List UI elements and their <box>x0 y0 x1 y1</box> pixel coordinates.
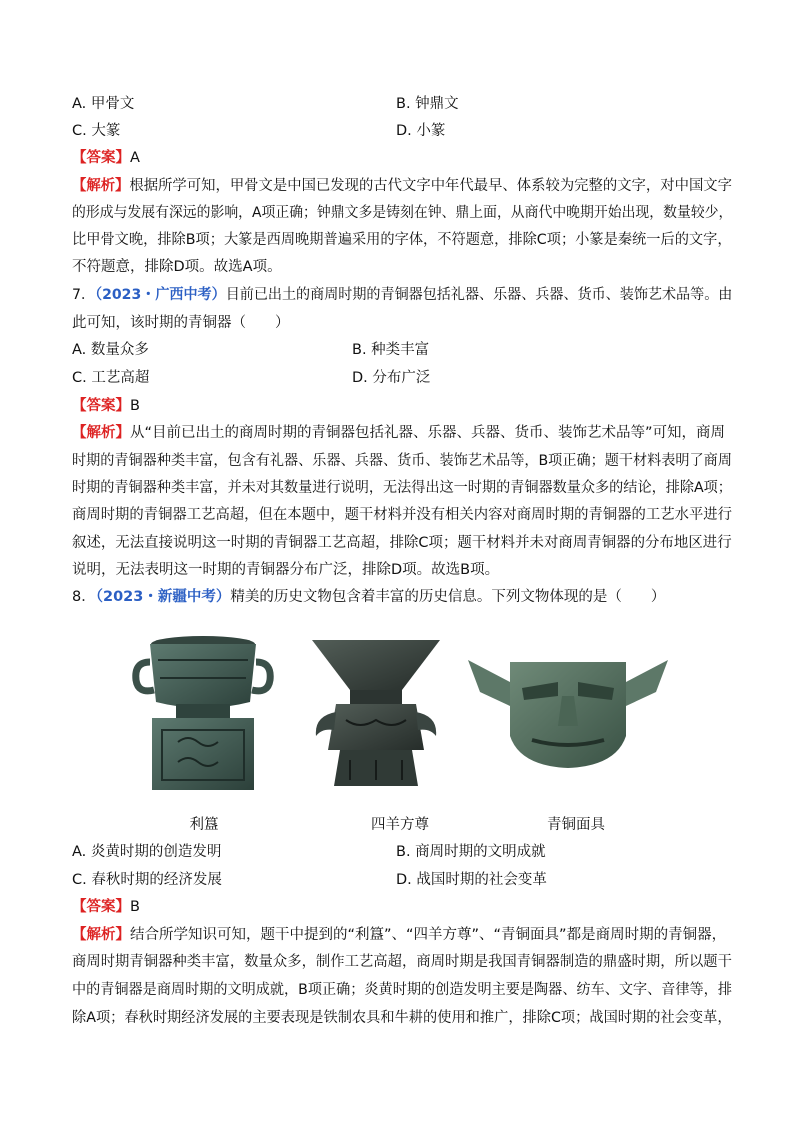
q6-analysis-line: 不符题意，排除D项。故选A项。 <box>72 259 282 275</box>
caption-bronze-mask: 青铜面具 <box>547 817 605 833</box>
q6-analysis-line: 比甲骨文晚，排除B项；大篆是西周晚期普遍采用的字体，不符题意，排除C项；小篆是秦统一后的文字， <box>72 232 732 248</box>
answer-tag: 【答案】 <box>72 899 130 915</box>
q8-stem <box>72 587 665 607</box>
q7-analysis-line <box>72 423 725 443</box>
q6-answer <box>72 148 140 168</box>
q8-analysis-line <box>72 925 726 945</box>
q7-option-b: B. 种类丰富 <box>352 342 430 358</box>
answer-tag: 【答案】 <box>72 150 130 166</box>
q8-option-d: D. 战国时期的社会变革 <box>396 872 547 888</box>
analysis-text: 从“目前已出土的商周时期的青铜器包括礼器、乐器、兵器、货币、装饰艺术品等”可知，商周 <box>130 425 726 441</box>
answer-tag: 【答案】 <box>72 398 130 414</box>
question-source: （2023・新疆中考） <box>95 589 231 605</box>
q6-option-b: B. 钟鼎文 <box>396 96 459 112</box>
question-stem: 精美的历史文物包含着丰富的历史信息。下列文物体现的是（ ） <box>230 589 666 605</box>
question-number: 7． <box>72 287 96 303</box>
answer-value: B <box>130 398 140 414</box>
q8-analysis-line: 商周时期青铜器种类丰富，数量众多，制作工艺高超，商周时期是我国青铜器制造的鼎盛时期，所以题干 <box>72 954 732 970</box>
q7-analysis-line: 说明，无法表明这一时期的青铜器分布广泛，排除D项。故选B项。 <box>72 562 500 578</box>
question-stem: 目前已出土的商周时期的青铜器包括礼器、乐器、兵器、货币、装饰艺术品等。由 <box>225 287 733 303</box>
q8-analysis-line: 中的青铜器是商周时期的文明成就，B项正确；炎黄时期的创造发明主要是陶器、纺车、文字、音律等，排 <box>72 982 732 998</box>
q6-analysis-line: 的形成与发展有深远的影响，A项正确；钟鼎文多是铸刻在钟、鼎上面，从商代中晚期开始出现，数量较少， <box>72 205 733 221</box>
li-gui-image <box>128 632 278 792</box>
q6-option-d: D. 小篆 <box>396 123 446 139</box>
q8-option-c: C. 春秋时期的经济发展 <box>72 872 222 888</box>
question-number: 8． <box>72 589 96 605</box>
q6-analysis-line <box>72 176 732 196</box>
q7-analysis-line: 时期的青铜器种类丰富，并未对其数量进行说明，无法得出这一时期的青铜器数量众多的结论，排除A项； <box>72 480 732 496</box>
analysis-text: 结合所学知识可知，题干中提到的“利簋”、“四羊方尊”、“青铜面具”都是商周时期的青铜器， <box>130 927 727 943</box>
q7-option-a: A. 数量众多 <box>72 342 149 358</box>
caption-four-ram-zun: 四羊方尊 <box>371 817 429 833</box>
q7-stem-cont: 此可知，该时期的青铜器（ ） <box>72 315 290 331</box>
answer-value: A <box>130 150 140 166</box>
analysis-tag: 【解析】 <box>72 178 130 194</box>
q6-option-a: A. 甲骨文 <box>72 96 135 112</box>
q8-answer <box>72 897 140 917</box>
q7-stem <box>72 285 732 305</box>
question-source: （2023・广西中考） <box>95 287 226 303</box>
analysis-tag: 【解析】 <box>72 927 130 943</box>
bronze-mask-image <box>466 652 670 772</box>
q8-analysis-line: 除A项；春秋时期经济发展的主要表现是铁制农具和牛耕的使用和推广，排除C项；战国时期的社会变革， <box>72 1010 732 1026</box>
q7-option-c: C. 工艺高超 <box>72 370 150 386</box>
q8-option-b: B. 商周时期的文明成就 <box>396 844 546 860</box>
four-ram-square-zun-image <box>306 632 446 792</box>
q8-option-a: A. 炎黄时期的创造发明 <box>72 844 222 860</box>
q6-option-c: C. 大篆 <box>72 123 121 139</box>
q7-analysis-line: 叙述，无法直接说明这一时期的青铜器工艺高超，排除C项；题干材料并未对商周青铜器的分布地区进行 <box>72 535 732 551</box>
q7-analysis-line: 商周时期的青铜器工艺高超，但在本题中，题干材料并没有相关内容对商周时期的青铜器的工艺水平进行 <box>72 507 732 523</box>
q7-answer <box>72 396 140 416</box>
q7-analysis-line: 时期的青铜器种类丰富，包含有礼器、乐器、兵器、货币、装饰艺术品等，B项正确；题干材料表明了商周 <box>72 453 732 469</box>
q7-option-d: D. 分布广泛 <box>352 370 431 386</box>
caption-li-gui: 利簋 <box>189 817 219 833</box>
analysis-tag: 【解析】 <box>72 425 130 441</box>
answer-value: B <box>130 899 140 915</box>
analysis-text: 根据所学可知，甲骨文是中国已发现的古代文字中年代最早、体系较为完整的文字，对中国文字 <box>129 178 732 194</box>
